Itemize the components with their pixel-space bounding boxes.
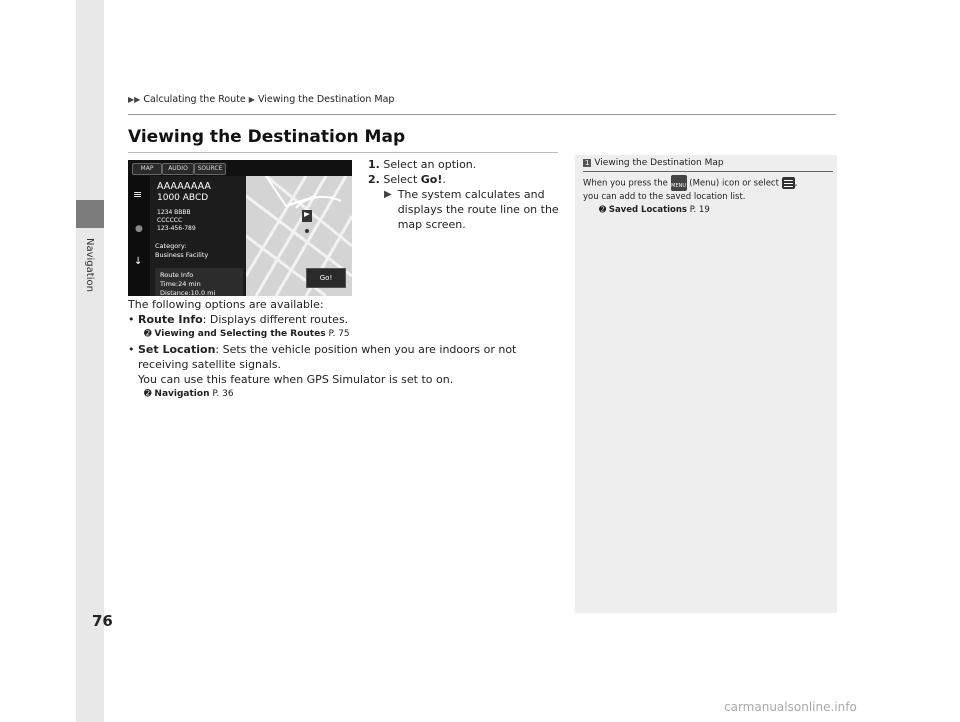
steps <box>368 157 564 232</box>
arrow-icon: ▶▶ <box>128 95 141 104</box>
ref-icon: ➋ <box>599 205 607 215</box>
ref-icon: ➋ <box>144 329 152 339</box>
reference-link[interactable]: ➋ Saved Locations P. 19 <box>599 205 710 215</box>
screen-tab-map: MAP <box>132 163 162 175</box>
arrow-icon: ▶ <box>248 95 255 104</box>
ref-icon: ➋ <box>144 389 152 399</box>
route-info-box <box>155 268 243 296</box>
screen-tab-source: SOURCE <box>194 163 226 175</box>
route-info-label: Route Info <box>160 271 194 279</box>
menu-icon: ≡ <box>133 188 143 201</box>
section-tab <box>76 200 104 228</box>
destination-name: AAAAAAAA <box>157 181 211 192</box>
go-button: Go! <box>306 268 346 288</box>
screen-left-rail <box>128 176 150 296</box>
menu-icon: MENU <box>671 175 687 191</box>
section-label: Navigation <box>84 238 95 292</box>
result-arrow-icon: ▶ <box>384 189 392 200</box>
route-distance: Distance:10.0 mi <box>160 289 216 296</box>
note-heading: 1 Viewing the Destination Map <box>585 158 724 168</box>
screen-topbar <box>128 160 352 176</box>
destination-line2: CCCCCC <box>157 217 183 224</box>
destination-phone: 123-456-789 <box>157 225 196 232</box>
reference-link[interactable]: ➋ Navigation P. 36 <box>144 389 234 399</box>
step-2: 2. Select Go!. <box>368 173 446 186</box>
page-number: 76 <box>92 612 113 630</box>
option-set-location: • Set Location: Sets the vehicle position when you are indoors or not receiving satellite signals. <box>128 343 517 371</box>
category-label: Category: <box>155 242 187 250</box>
watermark: carmanualsonline.info <box>724 700 857 714</box>
route-time: Time:24 min <box>160 280 201 288</box>
page-title: Viewing the Destination Map <box>128 127 406 147</box>
destination-address: 1000 ABCD <box>157 193 209 203</box>
list-icon <box>782 177 795 189</box>
step-1: 1. Select an option. <box>368 158 477 171</box>
reference-link[interactable]: ➋ Viewing and Selecting the Routes P. 75 <box>144 329 350 339</box>
screen-tab-audio: AUDIO <box>162 163 194 175</box>
nav-screen-image <box>128 160 352 296</box>
side-note <box>575 155 837 613</box>
pin-icon: ● <box>135 224 143 234</box>
category-value: Business Facility <box>155 251 209 259</box>
options-text: The following options are available: • Route Info: Displays different routes. ➋ Viewing and Selecting the Routes P. 75 • Set Location: Sets the vehicle position when you are indoors or not receiving satellite signals. You can use this feature when GPS Simulator is set to on. ➋ Navigation P. 36 <box>128 297 558 402</box>
destination-info-panel <box>150 176 246 296</box>
divider <box>583 171 833 172</box>
divider <box>128 114 836 115</box>
breadcrumb <box>128 94 394 105</box>
destination-line1: 1234 BBBB <box>157 209 191 216</box>
note-text: When you press the MENU (Menu) icon or select , you can add to the saved location list. ➋ Saved Locations P. 19 <box>583 175 833 217</box>
breadcrumb-item[interactable]: Calculating the Route <box>143 94 246 105</box>
divider <box>128 152 558 153</box>
breadcrumb-item[interactable]: Viewing the Destination Map <box>257 94 395 105</box>
option-route-info: • Route Info: Displays different routes. <box>128 313 349 326</box>
arrow-down-icon: ↓ <box>134 256 143 267</box>
step-result: ▶ The system calculates and displays the route line on the map screen. <box>384 188 559 231</box>
